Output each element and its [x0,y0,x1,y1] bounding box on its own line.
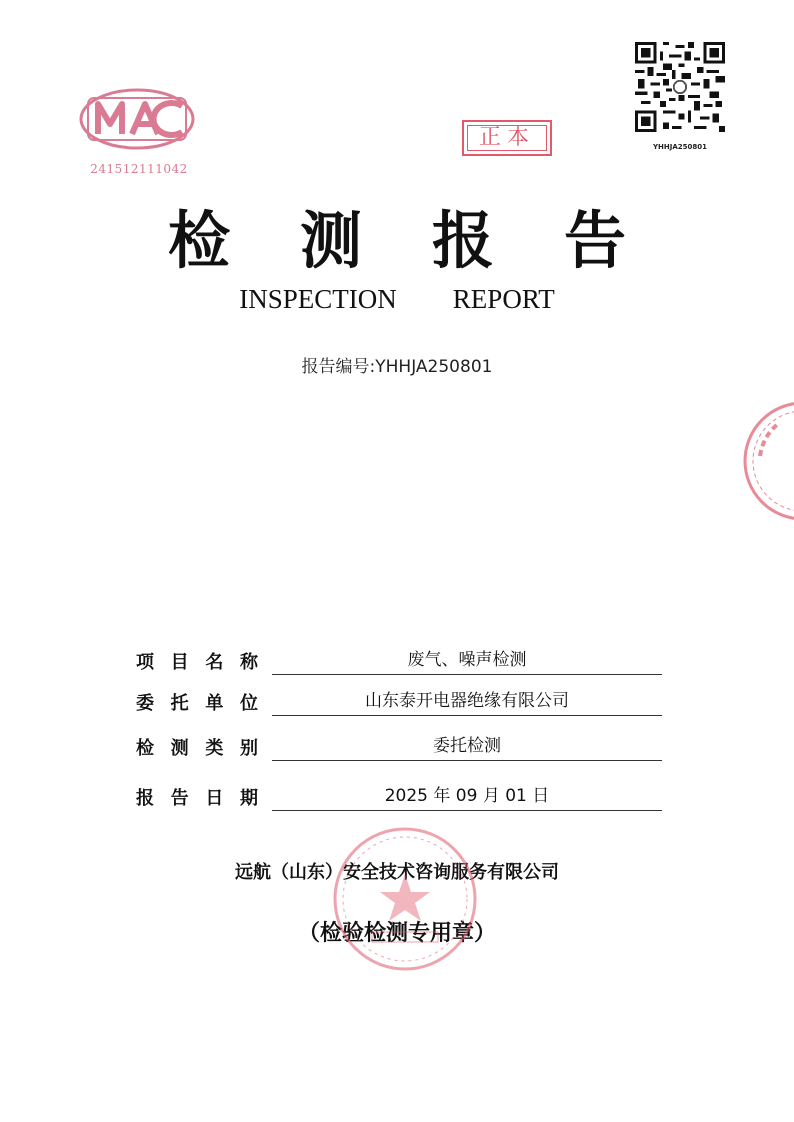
edge-seal [738,396,794,526]
label-char: 类 [205,738,224,759]
info-label-report-date [136,784,258,810]
report-number: 报告编号:YHHJA250801 [301,357,493,377]
label-char: 托 [170,693,189,714]
seal-caption: （检验检测专用章） [297,920,496,946]
info-value-client: 山东泰开电器绝缘有限公司 [272,689,662,716]
official-seal [330,824,480,974]
label-char: 日 [205,788,224,809]
label-char: 委 [136,693,154,714]
issuer-company: 远航（山东）安全技术咨询服务有限公司 [235,862,559,883]
label-char: 名 [205,652,224,673]
qr-caption: YHHJA250801 [652,143,708,151]
report-title-chinese: 检测报告 [167,204,696,277]
label-char: 项 [136,652,154,673]
info-label-project-name [136,648,258,674]
label-char: 称 [239,652,258,673]
title-en-word-2: REPORT [452,284,555,314]
label-char: 检 [136,738,154,759]
cma-logo [78,88,196,150]
qr-code [635,42,725,132]
info-value-report-date: 2025 年 09 月 01 日 [272,784,662,811]
label-char: 测 [170,738,189,759]
report-title-english [0,284,794,315]
label-char: 报 [136,788,154,809]
label-char: 期 [239,788,258,809]
title-en-word-1: INSPECTION [239,284,397,314]
label-char: 别 [239,738,258,759]
label-char: 告 [170,788,189,809]
label-char: 目 [170,652,189,673]
info-label-inspection-type [136,734,258,760]
original-copy-stamp: 正本 [462,120,552,156]
info-value-inspection-type: 委托检测 [272,734,662,761]
info-value-project-name: 废气、噪声检测 [272,648,662,675]
cma-certificate-number: 241512111042 [90,162,188,176]
label-char: 位 [239,693,258,714]
info-label-client [136,689,258,715]
label-char: 单 [205,693,224,714]
